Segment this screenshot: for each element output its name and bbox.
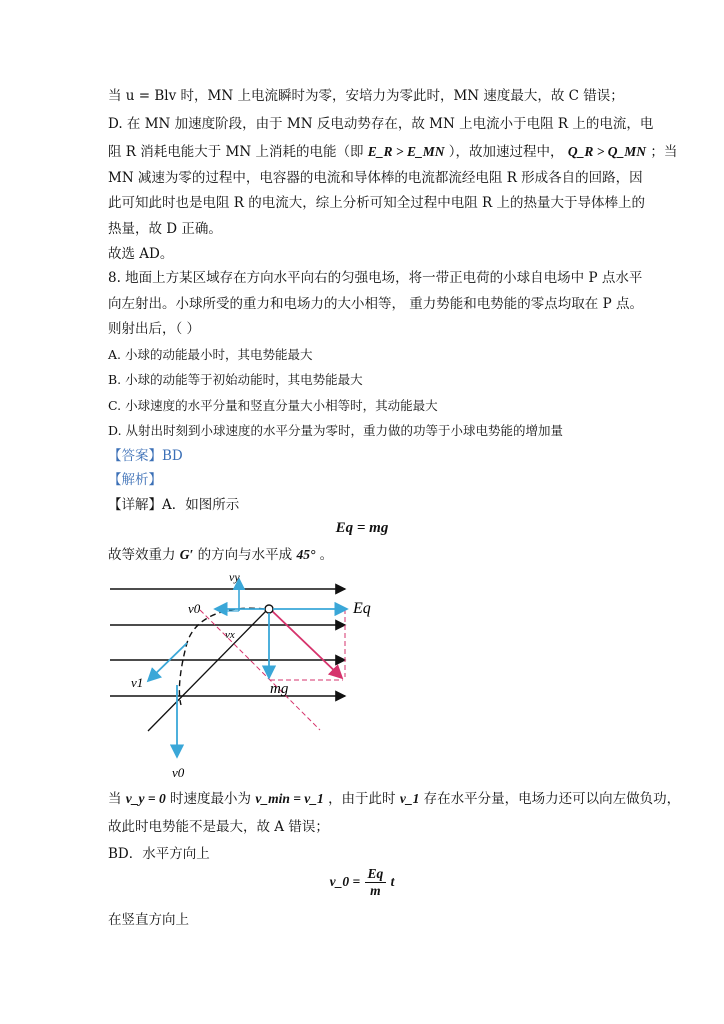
label-v1: v1	[131, 675, 144, 690]
answer-label: 【答案】BD	[108, 448, 183, 464]
label-vx: vx	[225, 629, 235, 641]
fraction-numerator: Eq	[365, 866, 387, 883]
equation-v0	[0, 866, 724, 899]
inline-math: Q_R > Q_MN	[567, 144, 647, 159]
text-span: 存在水平分量，电场力还可以向左做负功，	[423, 791, 681, 807]
text-line: 此可知此时也是电阻 R 的电流大，综上分析可知全过程中电阻 R 上的热量大于导体棒上的	[108, 195, 645, 211]
option-a: A. 小球的动能最小时，其电势能最大	[108, 347, 313, 362]
equation-fraction	[365, 866, 387, 899]
force-velocity-diagram	[105, 565, 385, 785]
resultant-force-arrow	[270, 609, 342, 678]
text-span: 的方向与水平成	[197, 547, 293, 563]
text-line	[108, 545, 333, 565]
fraction-denominator: m	[370, 883, 381, 898]
trajectory-curve	[179, 608, 265, 705]
question-stem: 8. 地面上方某区域存在方向水平向右的匀强电场，将一带正电荷的小球自电场中 P 点水平	[108, 270, 643, 286]
label-vy: vy	[229, 570, 240, 584]
option-c: C. 小球速度的水平分量和竖直分量大小相等时，其动能最大	[108, 398, 438, 413]
equation-lhs: v_0 =	[329, 874, 361, 889]
inline-math: v_min = v_1	[255, 791, 324, 806]
diagonal-line	[148, 609, 268, 731]
text-span: 。	[319, 547, 334, 563]
inline-math: v_y = 0	[125, 791, 166, 806]
label-v0-top: v0	[188, 601, 201, 616]
text-line	[108, 789, 680, 809]
inline-math: 45°	[296, 547, 316, 562]
text-line: MN 减速为零的过程中，电容器的电流和导体棒的电流都流经电阻 R 形成各自的回路，因	[108, 170, 643, 186]
text-span: 故等效重力	[108, 547, 176, 563]
text-line: 在竖直方向上	[108, 912, 189, 928]
text-span: ，由于此时	[328, 791, 396, 807]
question-stem: 向左射出。小球所受的重力和电场力的大小相等， 重力势能和电势能的零点均取在 P 点。	[108, 296, 643, 312]
text-line: D. 在 MN 加速度阶段，由于 MN 反电动势存在，故 MN 上电流小于电阻 R 上的电流，电	[108, 116, 654, 132]
inline-math: G′	[179, 547, 194, 562]
equation-eq-mg: Eq = mg	[335, 520, 389, 536]
text-span: 当	[108, 791, 122, 807]
point-p	[265, 605, 273, 613]
label-mg: mg	[270, 681, 289, 697]
inline-math: E_R > E_MN	[367, 144, 445, 159]
dashed-guide	[200, 610, 320, 730]
option-b: B. 小球的动能等于初始动能时，其电势能最大	[108, 372, 363, 387]
question-stem: 则射出后，（ ）	[108, 321, 201, 337]
text-line: 当 u = Blv 时，MN 上电流瞬时为零，安培力为零此时，MN 速度最大，故 C 错误；	[108, 88, 624, 104]
text-span: ），故加速过程中，	[448, 144, 564, 160]
text-span: 阻 R 消耗电能大于 MN 上消耗的电能（即	[108, 144, 364, 160]
text-span: ；当	[650, 144, 678, 160]
detail-line: 【详解】A．如图所示	[108, 497, 240, 513]
analysis-label: 【解析】	[108, 472, 162, 488]
text-line: 热量，故 D 正确。	[108, 221, 222, 237]
label-eq: Eq	[353, 600, 371, 617]
text-span: 时速度最小为	[170, 791, 252, 807]
text-line: 故选 AD。	[108, 246, 174, 262]
text-line: BD．水平方向上	[108, 846, 210, 862]
option-d: D. 从射出时刻到小球速度的水平分量为零时，重力做的功等于小球电势能的增加量	[108, 423, 564, 438]
label-v0-bottom: v0	[172, 765, 185, 780]
text-line	[108, 142, 677, 162]
equation-t: t	[390, 874, 395, 889]
v1-arrow	[148, 643, 187, 681]
text-line: 故此时电势能不是最大，故 A 错误；	[108, 819, 329, 835]
inline-math: v_1	[399, 791, 420, 806]
